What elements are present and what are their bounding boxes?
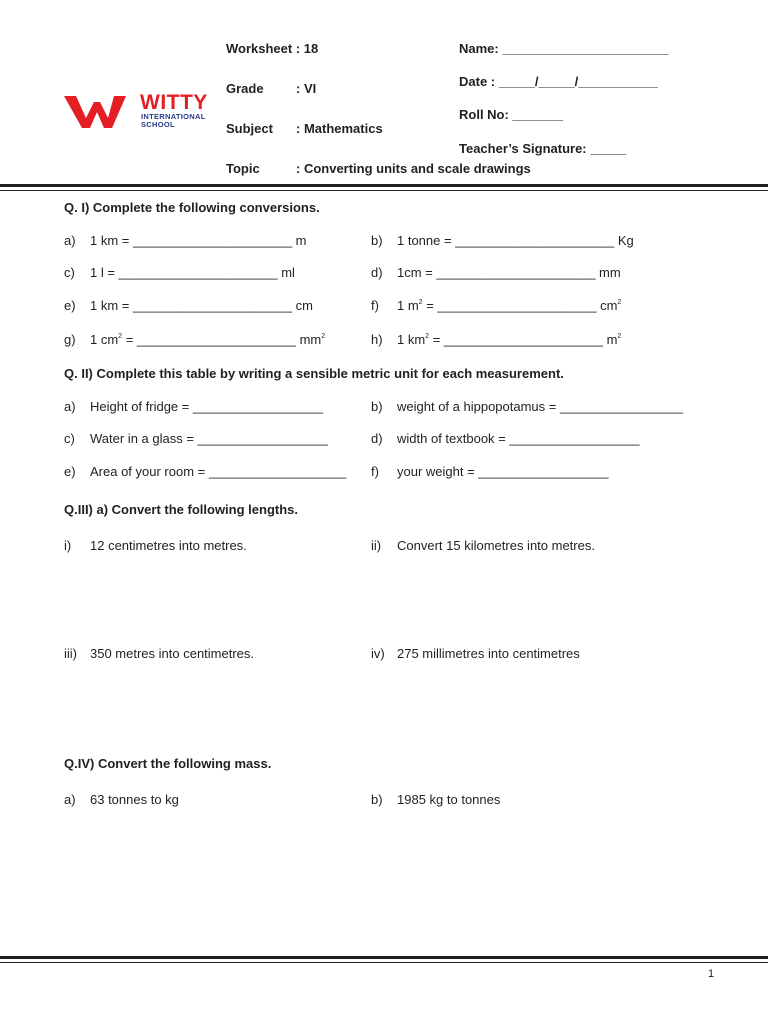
q1-d-id: d) [371, 265, 383, 280]
q2-c-text: Water in a glass = __________________ [90, 431, 328, 446]
q1-a-id: a) [64, 233, 76, 248]
q1-f-id: f) [371, 298, 379, 313]
page-number: 1 [708, 968, 715, 980]
topic-label: Topic [226, 161, 260, 176]
q1-e-id: e) [64, 298, 76, 313]
q2-f-text: your weight = __________________ [397, 464, 609, 479]
q2-e-id: e) [64, 464, 76, 479]
q3-i-text: 12 centimetres into metres. [90, 538, 247, 553]
q1-h-text: 1 $km^2$ = ______________________ $m^2$ [397, 332, 622, 347]
top-rule-thick [0, 184, 768, 187]
q1-b-text: 1 tonne = ______________________ Kg [397, 233, 634, 248]
name-field[interactable]: Name: _______________________ [459, 41, 669, 56]
q1-heading: Q. I) Complete the following conversions. [64, 200, 320, 215]
q3-iv-id: iv) [371, 646, 385, 661]
top-rule-thin [0, 190, 768, 191]
q4-b-id: b) [371, 792, 383, 807]
q2-b-text: weight of a hippopotamus = _________________ [397, 399, 683, 414]
q3-iii-text: 350 metres into centimetres. [90, 646, 255, 661]
q1-c-id: c) [64, 265, 75, 280]
subject-label: Subject [226, 121, 273, 136]
q1-e-text: 1 km = ______________________ cm [90, 298, 313, 313]
q3-ii-text: Convert 15 kilometres into metres. [397, 538, 595, 553]
subject-value: : Mathematics [296, 121, 383, 136]
logo-name: WITTY [140, 91, 208, 114]
w-logo-icon [64, 94, 126, 128]
q4-heading: Q.IV) Convert the following mass. [64, 756, 272, 771]
q2-d-id: d) [371, 431, 383, 446]
worksheet-number: Worksheet : 18 [226, 41, 319, 56]
logo-sub-2: SCHOOL [141, 120, 175, 129]
date-field[interactable]: Date : _____/_____/___________ [459, 74, 658, 89]
teacher-signature-field[interactable]: Teacher’s Signature: _____ [459, 141, 627, 156]
q1-h-id: h) [371, 332, 383, 347]
q4-a-id: a) [64, 792, 76, 807]
q1-c-text: 1 l = ______________________ ml [90, 265, 295, 280]
q2-a-id: a) [64, 399, 76, 414]
q4-b-text: 1985 kg to tonnes [397, 792, 501, 807]
q1-g-id: g) [64, 332, 76, 347]
logo-sub-1: INTERNATIONAL [141, 112, 206, 121]
q1-d-text: 1cm = ______________________ mm [397, 265, 621, 280]
q3-ii-id: ii) [371, 538, 382, 553]
q4-a-text: 63 tonnes to kg [90, 792, 179, 807]
q2-b-id: b) [371, 399, 383, 414]
q2-a-text: Height of fridge = __________________ [90, 399, 324, 414]
q2-e-text: Area of your room = ___________________ [90, 464, 347, 479]
grade-value: : VI [296, 81, 317, 96]
q1-a-text: 1 km = ______________________ m [90, 233, 307, 248]
q2-d-text: width of textbook = __________________ [397, 431, 640, 446]
bottom-rule-thin [0, 962, 768, 963]
q3-iv-text: 275 millimetres into centimetres [397, 646, 580, 661]
grade-label: Grade [226, 81, 264, 96]
q2-f-id: f) [371, 464, 379, 479]
q1-g-text: 1 $cm^2$ = ______________________ $mm^2$ [90, 332, 326, 347]
q3-i-id: i) [64, 538, 72, 553]
q1-f-text: 1 $m^2$ = ______________________ $cm^2$ [397, 298, 622, 313]
q2-heading: Q. II) Complete this table by writing a sensible metric unit for each measurement. [64, 366, 564, 381]
bottom-rule-thick [0, 956, 768, 959]
q3-iii-id: iii) [64, 646, 77, 661]
q2-c-id: c) [64, 431, 75, 446]
q1-b-id: b) [371, 233, 383, 248]
q3-heading: Q.III) a) Convert the following lengths. [64, 502, 298, 517]
school-logo [64, 92, 214, 132]
roll-no-field[interactable]: Roll No: _______ [459, 107, 564, 122]
topic-value: : Converting units and scale drawings [296, 161, 531, 176]
